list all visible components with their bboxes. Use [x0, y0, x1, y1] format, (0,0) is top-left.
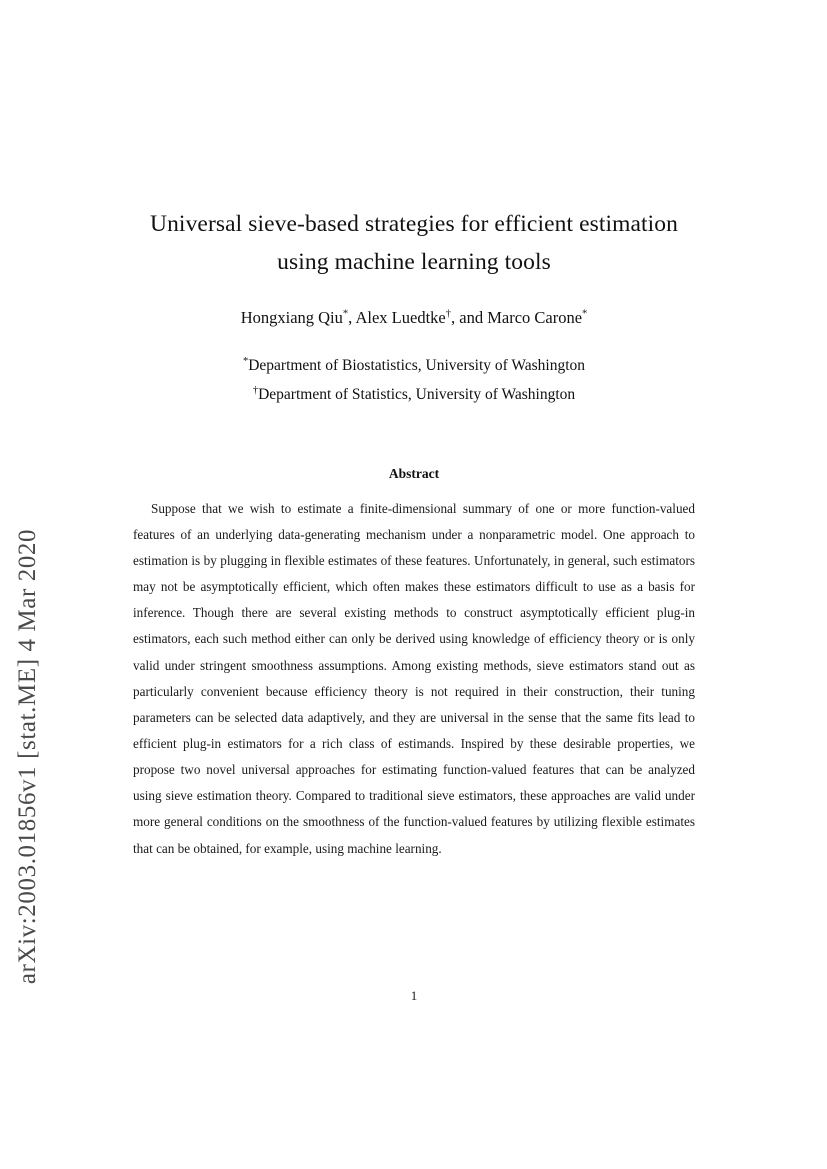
abstract-text: Suppose that we wish to estimate a finite-dimensional summary of one or more function-valued features of an underlying data-generating mechanism under a nonparametric model. One approach to estimation is by plugging in flexible estimates of these features. Unfortunately, in general, such estimators may not be asymptotically efficient, which often makes these estimators difficult to use as a basis for inference. Though there are several existing methods to construct asymptotically efficient plug-in estimators, each such method either can only be derived using knowledge of efficiency theory or is only valid under stringent smoothness assumptions. Among existing methods, sieve estimators stand out as particularly convenient because efficiency theory is not required in their construction, their tuning parameters can be selected data adaptively, and they are universal in the sense that the same fits lead to efficient plug-in estimators for a rich class of estimands. Inspired by these desirable properties, we propose two novel universal approaches for estimating function-valued features that can be analyzed using sieve estimation theory. Compared to traditional sieve estimators, these approaches are valid under more general conditions on the smoothness of the function-valued features by utilizing flexible estimates that can be obtained, for example, using machine learning. [133, 500, 695, 856]
affiliation-text-2: Department of Statistics, University of Washington [258, 386, 576, 404]
page-title [133, 205, 695, 281]
author-affiliation-mark-2: † [445, 308, 451, 320]
author-separator-2: , and [451, 308, 488, 328]
author-separator-1: , [348, 308, 356, 328]
paper-page [133, 0, 695, 1169]
affiliation-list [133, 352, 695, 410]
author-name-1: Hongxiang Qiu [240, 308, 343, 328]
affiliation-mark-1: * [242, 356, 249, 368]
author-affiliation-mark-3: * [582, 308, 588, 320]
author-affiliation-mark-1: * [342, 308, 349, 320]
abstract-heading: Abstract [388, 465, 440, 481]
abstract-body [133, 496, 695, 862]
author-list [133, 308, 695, 328]
arxiv-identifier-stamp [0, 0, 60, 1169]
author-name-2: Alex Luedtke [355, 308, 446, 328]
affiliation-2 [133, 381, 695, 410]
page-number: 1 [410, 988, 418, 1003]
title-line-2: using machine learning tools [277, 249, 551, 276]
author-name-3: Marco Carone [487, 308, 583, 328]
affiliation-1 [133, 352, 695, 381]
affiliation-mark-2: † [252, 384, 259, 396]
title-line-1: Universal sieve-based strategies for efficient estimation [150, 211, 678, 237]
affiliation-text-1: Department of Biostatistics, University of Washington [248, 357, 586, 375]
arxiv-identifier-text: arXiv:2003.01856v1 [stat.ME] 4 Mar 2020 [14, 528, 41, 985]
